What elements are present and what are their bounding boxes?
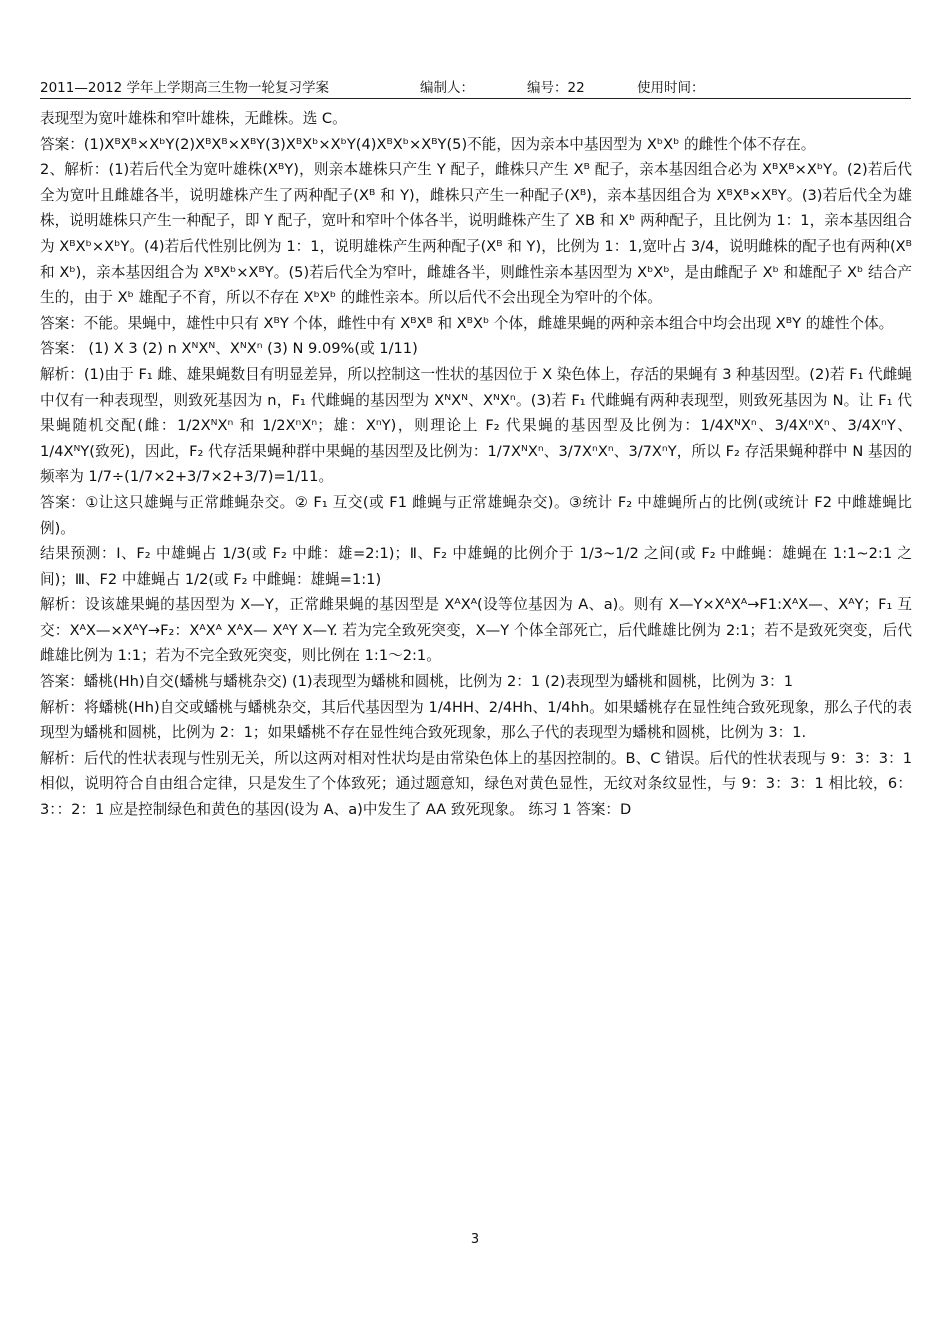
- paragraph-8: 结果预测：Ⅰ、F₂ 中雄蝇占 1/3(或 F₂ 中雌：雄=2:1)；Ⅱ、F₂ 中雄蝇的比例介于 1/3~1/2 之间(或 F₂ 中雌蝇：雄蝇在 1:1~2:1 之间)；Ⅲ、F2 中雄蝇占 1/2(或 F₂ 中雌蝇：雄蝇=1:1): [40, 545, 912, 588]
- paragraph-5: 答案： (1) X 3 (2) n XᴺXᴺ、XᴺXⁿ (3) N 9.09%(或 1/11): [40, 340, 418, 358]
- paragraph-12: 解析：后代的性状表现与性别无关，所以这两对相对性状均是由常染色体上的基因控制的。B、C 错误。后代的性状表现与 9：3：3：1 相似，说明符合自由组合定律，只是发生了个体致死；通过题意知，绿色对黄色显性，无纹对条纹显性，与 9：3：3：1 相比较，6：3：：2：1 应是控制绿色和黄色的基因(设为 A、a)中发生了 AA 致死现象。 练习 1 答案：D: [40, 749, 912, 819]
- page-number: 3: [470, 1232, 480, 1247]
- paragraph-1: 表现型为宽叶雄株和窄叶雄株，无雌株。选 C。: [40, 110, 347, 127]
- paragraph-2: 答案：(1)XᴮXᴮ×XᵇY(2)XᴮXᴮ×XᴮY(3)XᴮXᵇ×XᵇY(4)XᴮXᵇ×XᴮY(5)不能，因为亲本中基因型为 XᵇXᵇ 的雌性个体不存在。: [40, 135, 816, 153]
- paragraph-4: 答案：不能。果蝇中，雄性中只有 XᴮY 个体，雌性中有 XᴮXᴮ 和 XᴮXᵇ 个体，雌雄果蝇的两种亲本组合中均会出现 XᴮY 的雄性个体。: [40, 314, 894, 332]
- document-body: [40, 106, 912, 823]
- paragraph-3: 2、解析：(1)若后代全为宽叶雄株(XᴮY)，则亲本雄株只产生 Y 配子，雌株只产生 Xᴮ 配子，亲本基因组合必为 XᴮXᴮ×XᵇY。(2)若后代全为宽叶且雌雄各半，说明雄株产生了两种配子(Xᴮ 和 Y)，雌株只产生一种配子(Xᴮ)，亲本基因组合为 XᴮXᴮ×XᴮY。(3)若后代全为雄株，说明雄株只产生一种配子，即 Y 配子，宽叶和窄叶个体各半，说明雌株产生了 XB 和 Xᵇ 两种配子，且比例为 1：1，亲本基因组合为 XᴮXᵇ×XᵇY。(4)若后代性别比例为 1：1，说明雄株产生两种配子(Xᴮ 和 Y)，比例为 1：1,宽叶占 3/4，说明雌株的配子也有两种(Xᴮ 和 Xᵇ)，亲本基因组合为 XᴮXᵇ×XᴮY。(5)若后代全为窄叶，雌雄各半，则雌性亲本基因型为 XᵇXᵇ，是由雌配子 Xᵇ 和雄配子 Xᵇ 结合产生的，由于 Xᵇ 雄配子不育，所以不存在 XᵇXᵇ 的雌性亲本。所以后代不会出现全为窄叶的个体。: [40, 161, 912, 307]
- paragraph-7: 答案：①让这只雄蝇与正常雌蝇杂交。② F₁ 互交(或 F1 雌蝇与正常雄蝇杂交)。③统计 F₂ 中雄蝇所占的比例(或统计 F2 中雌雄蝇比例)。: [40, 493, 912, 537]
- header-editor: 编制人：: [420, 80, 474, 96]
- paragraph-6: 解析：(1)由于 F₁ 雌、雄果蝇数目有明显差异，所以控制这一性状的基因位于 X 染色体上，存活的果蝇有 3 种基因型。(2)若 F₁ 代雌蝇中仅有一种表现型，则致死基因为 n，F₁ 代雌蝇的基因型为 XᴺXᴺ、XᴺXⁿ。(3)若 F₁ 代雌蝇有两种表现型，则致死基因为 N。让 F₁ 代果蝇随机交配(雌：1/2XᴺXⁿ 和 1/2XⁿXⁿ；雄：XⁿY)，则理论上 F₂ 代果蝇的基因型及比例为：1/4XᴺXⁿ、3/4XⁿXⁿ、3/4XⁿY、1/4XᴺY(致死)，因此，F₂ 代存活果蝇种群中果蝇的基因型及比例为：1/7XᴺXⁿ、3/7XⁿXⁿ、3/7XⁿY，所以 F₂ 存活果蝇种群中 N 基因的频率为 1/7÷(1/7×2+3/7×2+3/7)=1/11。: [40, 365, 912, 486]
- page-header: [40, 76, 910, 98]
- header-divider: [40, 98, 911, 99]
- paragraph-10: 答案：蟠桃(Hh)自交(蟠桃与蟠桃杂交) (1)表现型为蟠桃和圆桃，比例为 2：1 (2)表现型为蟠桃和圆桃，比例为 3：1: [40, 673, 793, 691]
- paragraph-11: 解析：将蟠桃(Hh)自交或蟠桃与蟠桃杂交，其后代基因型为 1/4HH、2/4Hh、1/4hh。如果蟠桃存在显性纯合致死现象，那么子代的表现型为蟠桃和圆桃，比例为 2：1；如果蟠桃不存在显性纯合致死现象，那么子代的表现型为蟠桃和圆桃，比例为 3：1.: [40, 698, 912, 742]
- header-usage-time: 使用时间：: [637, 80, 705, 96]
- header-course-title: 2011—2012 学年上学期高三生物一轮复习学案: [40, 80, 330, 96]
- header-number: 编号：22: [527, 80, 585, 96]
- paragraph-9: 解析：设该雄果蝇的基因型为 X—Y，正常雌果蝇的基因型是 XᴬXᴬ(设等位基因为 A、a)。则有 X—Y×XᴬXᴬ→F1:XᴬX—、XᴬY；F₁ 互交：XᴬX—×XᴬY→F₂：XᴬXᴬ XᴬX— XᴬY X—Y. 若为完全致死突变，X—Y 个体全部死亡，后代雌雄比例为 2:1；若不是致死突变，后代雌雄比例为 1:1；若为不完全致死突变，则比例在 1:1～2:1。: [40, 596, 912, 665]
